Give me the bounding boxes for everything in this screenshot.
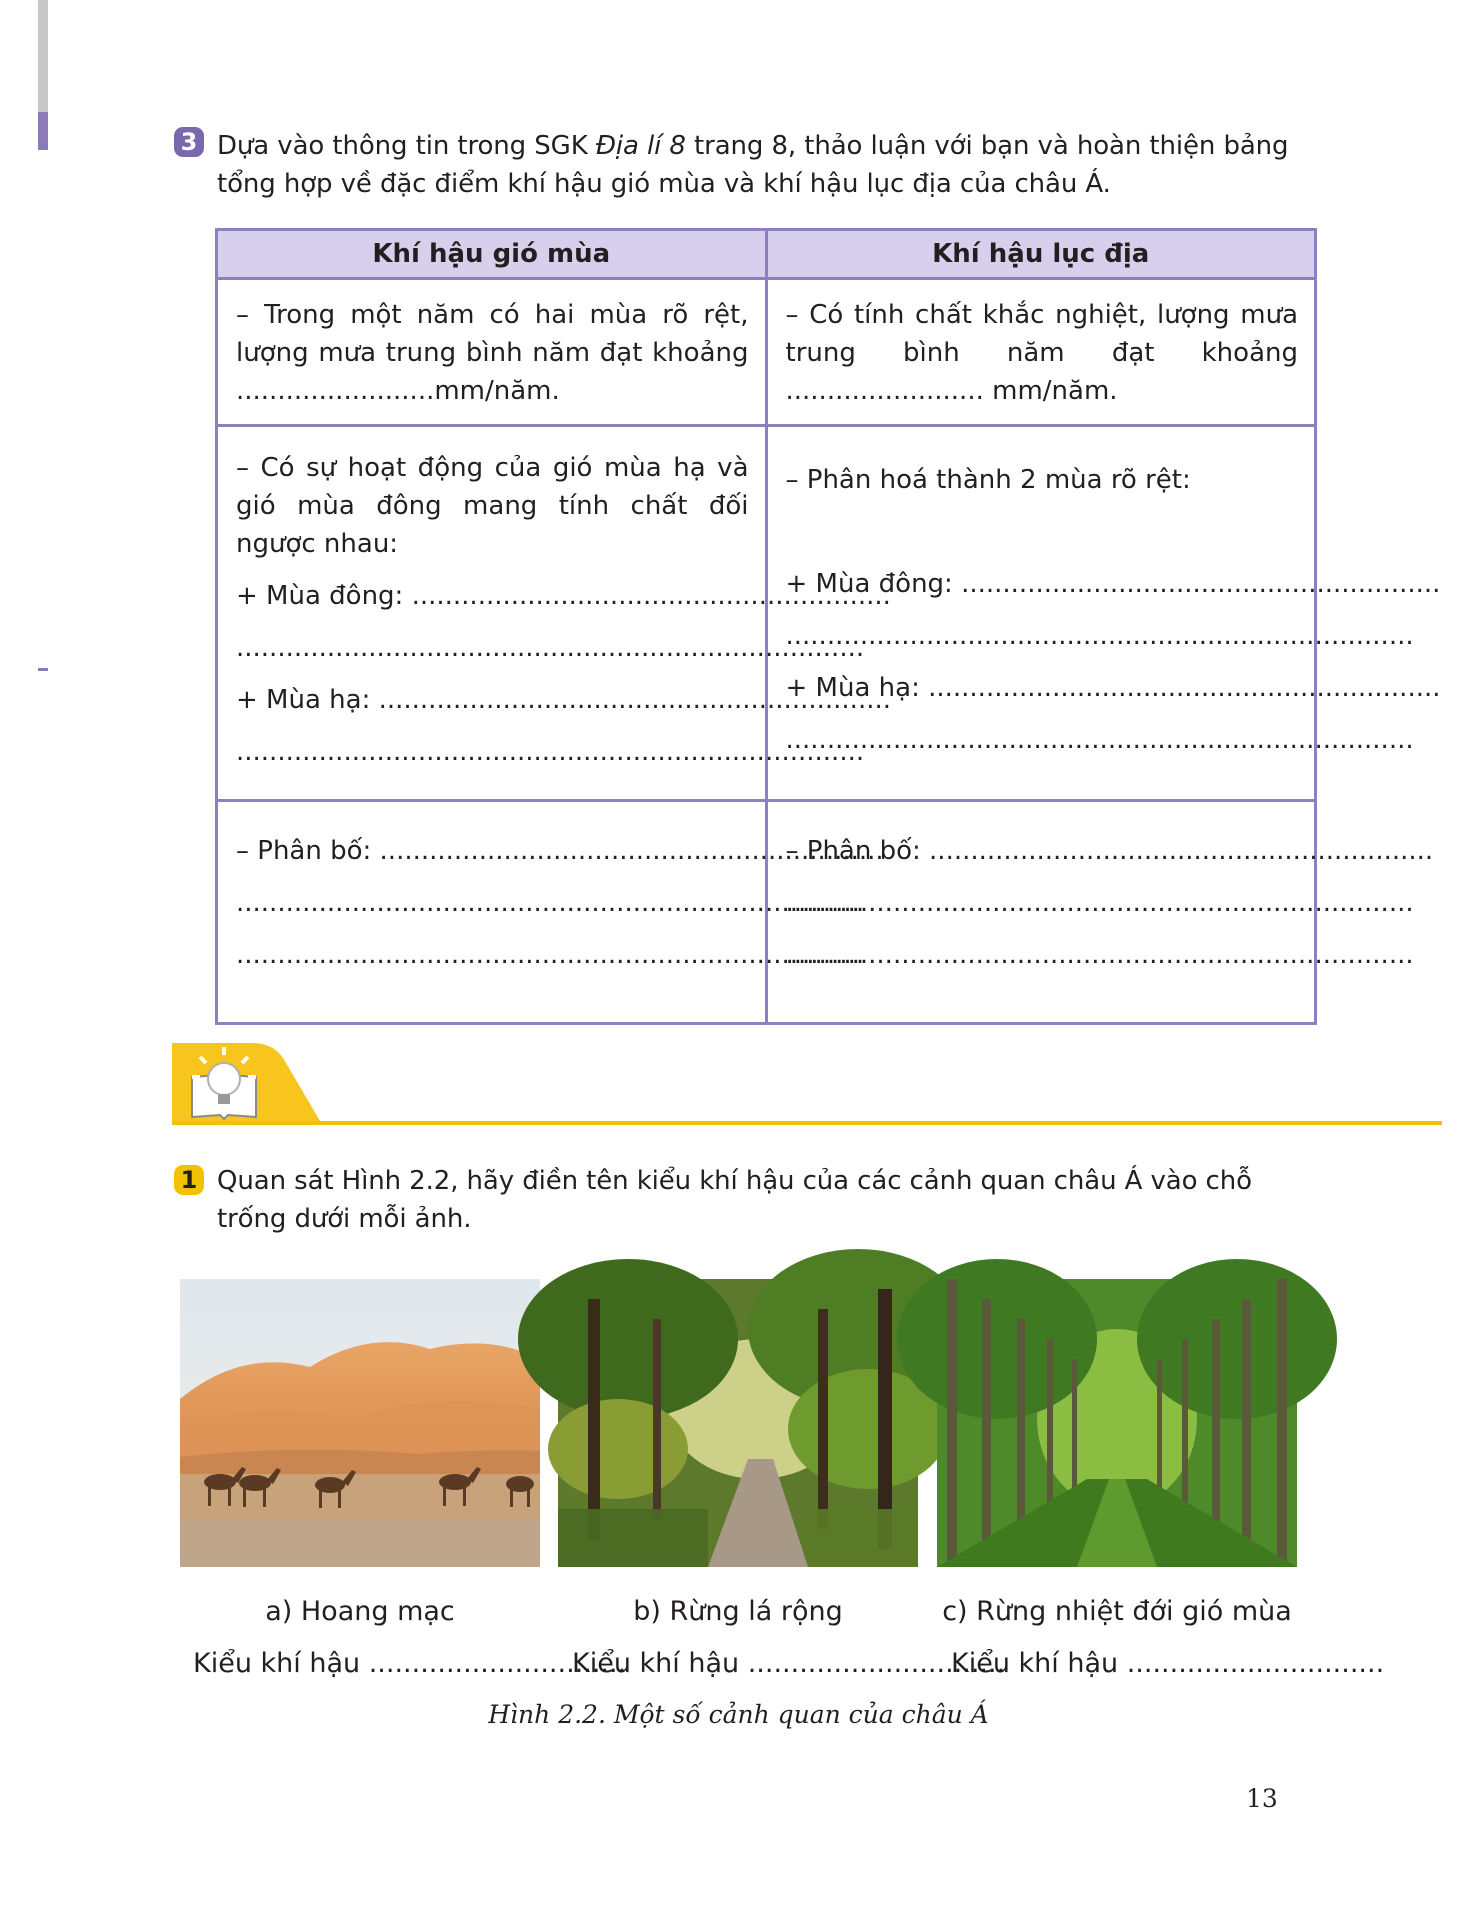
- question-3-number: 3: [174, 127, 204, 157]
- desert-camels-photo: [180, 1279, 540, 1567]
- question-3-text-before: Dựa vào thông tin trong SGK: [217, 131, 596, 161]
- tropical-monsoon-forest-photo: [937, 1279, 1297, 1567]
- question-3-text: [217, 127, 1317, 203]
- page-number: 13: [1246, 1784, 1278, 1813]
- header-continental: Khí hậu lục địa: [766, 230, 1316, 279]
- header-monsoon: Khí hậu gió mùa: [217, 230, 767, 279]
- continental-winter-line: + Mùa đông: ..........................................................: [785, 569, 1441, 599]
- monsoon-summer-line: + Mùa hạ: ..............................................................: [236, 685, 892, 715]
- figure-caption: Hình 2.2. Một số cảnh quan của châu Á: [488, 1700, 989, 1729]
- monsoon-winter-line: + Mùa đông: ..........................................................: [236, 581, 891, 611]
- side-bar-purple: [38, 112, 48, 150]
- continental-dist-cont2: ............................................................................: [785, 940, 1414, 970]
- continental-rainfall-text: – Có tính chất khắc nghiệt, lượng mưa trung bình năm đạt khoảng ........................ mm/năm.: [785, 300, 1298, 406]
- continental-seasons-intro: – Phân hoá thành 2 mùa rõ rệt:: [785, 465, 1191, 495]
- question-3-book: Địa lí 8: [595, 131, 686, 161]
- monsoon-dist-line: – Phân bố: .............................................................: [236, 836, 884, 866]
- image-a-label: a) Hoang mạc: [265, 1596, 455, 1627]
- monsoon-rainfall-text: – Trong một năm có hai mùa rõ rệt, lượng mưa trung bình năm đạt khoảng ........................mm/năm.: [236, 300, 749, 406]
- monsoon-summer-cont: ............................................................................: [236, 737, 865, 767]
- broadleaf-forest-photo: [558, 1279, 918, 1567]
- side-dash: [38, 668, 48, 671]
- image-b-climate-line[interactable]: Kiểu khí hậu ..............................: [572, 1648, 1006, 1679]
- question-1-text: Quan sát Hình 2.2, hãy điền tên kiểu khí hậu của các cảnh quan châu Á vào chỗ trống dưới mỗi ảnh.: [217, 1166, 1252, 1234]
- image-a-climate-line[interactable]: Kiểu khí hậu ..............................: [193, 1648, 627, 1679]
- cell-monsoon-distribution[interactable]: [217, 801, 884, 1024]
- side-bar-gray: [38, 0, 48, 112]
- continental-summer-cont: ............................................................................: [785, 725, 1414, 755]
- monsoon-dist-cont1: ............................................................................: [236, 888, 865, 918]
- cell-continental-distribution[interactable]: [766, 801, 1434, 1024]
- question-1-number: 1: [174, 1165, 204, 1195]
- cell-monsoon-seasons[interactable]: [217, 426, 892, 801]
- section-banner: [172, 1039, 1442, 1125]
- continental-summer-line: + Mùa hạ: ..............................................................: [785, 673, 1441, 703]
- question-3-text-after: trang 8, thảo luận với bạn và hoàn thiện bảng tổng hợp về đặc điểm khí hậu gió mùa và khí hậu lục địa của châu Á.: [217, 131, 1289, 199]
- cell-continental-seasons[interactable]: [766, 426, 1441, 801]
- image-c-label: c) Rừng nhiệt đới gió mùa: [942, 1596, 1292, 1627]
- image-b-label: b) Rừng lá rộng: [633, 1596, 843, 1627]
- cell-monsoon-rainfall[interactable]: [217, 279, 767, 426]
- climate-table: [215, 228, 1441, 1025]
- cell-continental-rainfall[interactable]: [766, 279, 1316, 426]
- continental-dist-line: – Phân bố: .............................................................: [785, 836, 1434, 866]
- image-c-climate-line[interactable]: Kiểu khí hậu ..............................: [951, 1648, 1385, 1679]
- monsoon-seasons-intro: – Có sự hoạt động của gió mùa hạ và gió mùa đông mang tính chất đối ngược nhau:: [236, 453, 749, 559]
- monsoon-dist-cont2: ............................................................................: [236, 940, 865, 970]
- continental-dist-cont1: ............................................................................: [785, 888, 1414, 918]
- continental-winter-cont: ............................................................................: [785, 621, 1414, 651]
- monsoon-winter-cont: ............................................................................: [236, 633, 865, 663]
